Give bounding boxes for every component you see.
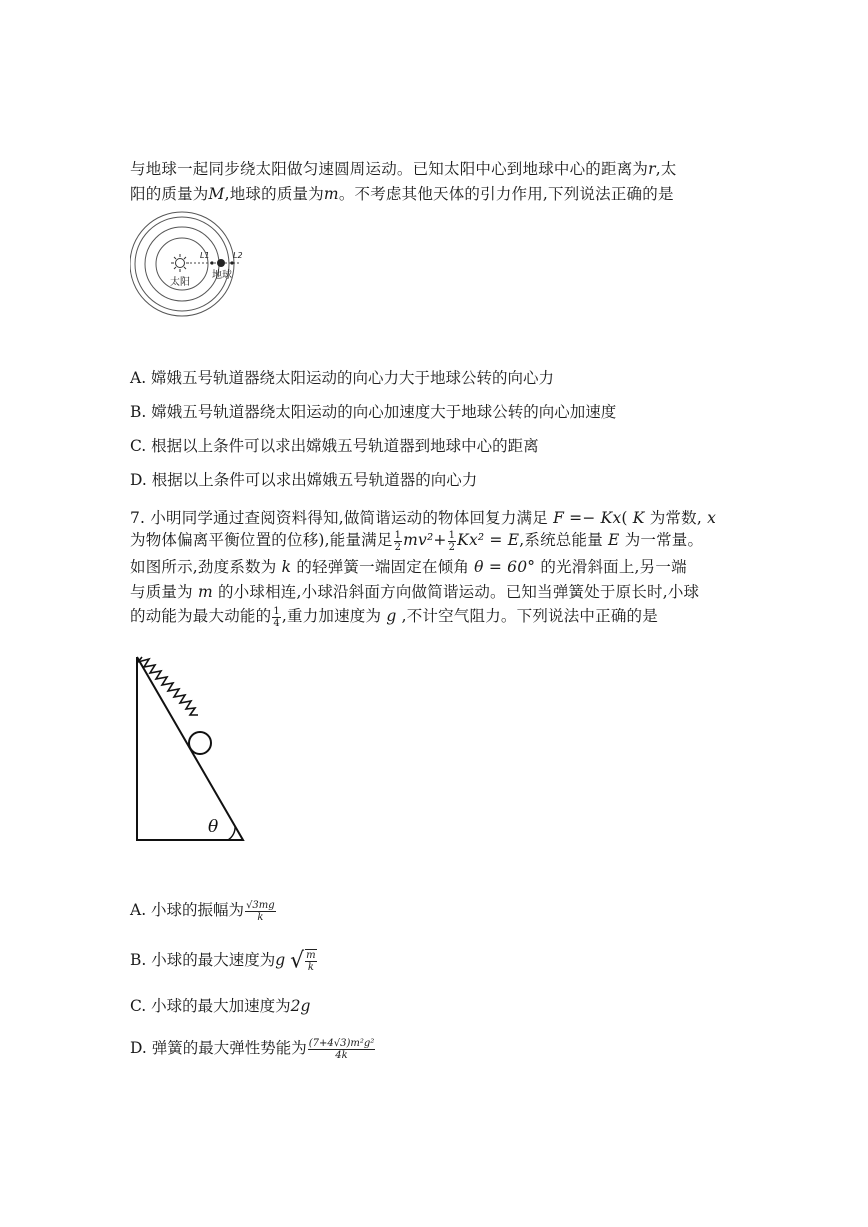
sqrt-icon: √ <box>290 948 305 974</box>
q7-text: ( <box>621 509 628 527</box>
q7-text: 为物体偏离平衡位置的位移),能量满足 <box>130 531 393 549</box>
force-formula: F =− Kx <box>553 509 622 527</box>
incline-diagram <box>128 645 253 845</box>
var-g: g <box>386 607 397 625</box>
q6-option-d: D. 根据以上条件可以求出嫦娥五号轨道器的向心力 <box>130 471 478 489</box>
var-m: m <box>323 185 339 203</box>
q7-option-c: C. 小球的最大加速度为2g <box>130 997 311 1015</box>
speed-fraction: $\frac{m}{k}$ <box>306 950 316 973</box>
var-m: m <box>197 583 213 601</box>
quarter-fraction: $\frac{1}{4}$ <box>273 605 280 629</box>
amplitude-fraction: $\frac{√3mg}{k}$ <box>246 899 275 923</box>
q7-text: ,重力加速度为 <box>281 607 382 625</box>
orbit-diagram <box>130 208 255 318</box>
intro-text: 阳的质量为 <box>130 185 209 203</box>
q7-text: 与质量为 <box>130 583 193 601</box>
l2-label: L2 <box>233 251 243 260</box>
var-g: g <box>275 951 286 969</box>
q7-text: 的小球相连,小球沿斜面方向做简谐运动。已知当弹簧处于原长时,小球 <box>218 583 700 601</box>
q7-line-5 <box>130 604 658 629</box>
plus-sign: + <box>433 531 447 549</box>
l1-label: L1 <box>200 251 210 260</box>
q7-option-a: A. 小球的振幅为 $\frac{√3mg}{k}$ <box>130 899 275 923</box>
ball-icon <box>189 732 211 754</box>
q7-text: 的轻弹簧一端固定在倾角 <box>296 558 470 576</box>
q7-line-4 <box>130 580 699 602</box>
q7-text: ,不计空气阻力。下列说法中正确的是 <box>401 607 658 625</box>
angle-arc-icon <box>228 826 235 840</box>
var-M: M <box>208 185 225 203</box>
q7-text: 7. 小明同学通过查阅资料得知,做简谐运动的物体回复力满足 <box>130 509 548 527</box>
potential-term: Kx² = E <box>457 531 520 549</box>
earth-icon <box>217 259 225 267</box>
q7-option-b: B. 小球的最大速度为g √ $\frac{m}{k}$ <box>130 948 316 974</box>
intro-text: 。不考虑其他天体的引力作用,下列说法正确的是 <box>338 185 674 203</box>
var-k: k <box>281 558 292 576</box>
q7-text: 的动能为最大动能的 <box>130 607 272 625</box>
half-fraction: $\frac{1}{2}$ <box>448 529 456 553</box>
q6-option-c: C. 根据以上条件可以求出嫦娥五号轨道器到地球中心的距离 <box>130 437 539 455</box>
half-fraction: $\frac{1}{2}$ <box>394 529 402 553</box>
angle-value: θ = 60° <box>474 558 536 576</box>
q7-text: 为常数, <box>649 509 702 527</box>
earth-label: 地球 <box>212 270 232 281</box>
angle-label: θ <box>208 817 219 837</box>
q6-option-b: B. 嫦娥五号轨道器绕太阳运动的向心加速度大于地球公转的向心加速度 <box>130 403 617 421</box>
var-x: x <box>707 509 717 527</box>
q7-line-3 <box>130 555 687 577</box>
intro-text: ,地球的质量为 <box>224 185 324 203</box>
spring-icon <box>138 657 198 715</box>
max-acceleration: 2g <box>290 997 311 1015</box>
intro-line-1 <box>130 157 677 179</box>
sun-label: 太阳 <box>170 277 190 288</box>
q7-option-d: D. 弹簧的最大弹性势能为 $\frac{\text{(7+4√3)m²g²}}{4k}$ <box>130 1037 375 1061</box>
intro-text: 与地球一起同步绕太阳做匀速圆周运动。已知太阳中心到地球中心的距离为 <box>130 160 649 178</box>
q7-line-1 <box>130 506 716 528</box>
var-E: E <box>608 531 620 549</box>
q7-text: 为一常量。 <box>624 531 704 549</box>
var-r: r <box>648 160 656 178</box>
energy-fraction: $\frac{\text{(7+4√3)m²g²}}{4k}$ <box>308 1037 375 1061</box>
kinetic-term: mv² <box>403 531 434 549</box>
q7-text: 如图所示,劲度系数为 <box>130 558 277 576</box>
q7-text: 的光滑斜面上,另一端 <box>540 558 687 576</box>
intro-text: ,太 <box>655 160 677 178</box>
var-K: K <box>632 509 645 527</box>
q7-text: ,系统总能量 <box>519 531 603 549</box>
q6-option-a: A. 嫦娥五号轨道器绕太阳运动的向心力大于地球公转的向心力 <box>130 369 555 387</box>
q7-line-2 <box>130 528 703 553</box>
intro-line-2 <box>130 182 674 204</box>
